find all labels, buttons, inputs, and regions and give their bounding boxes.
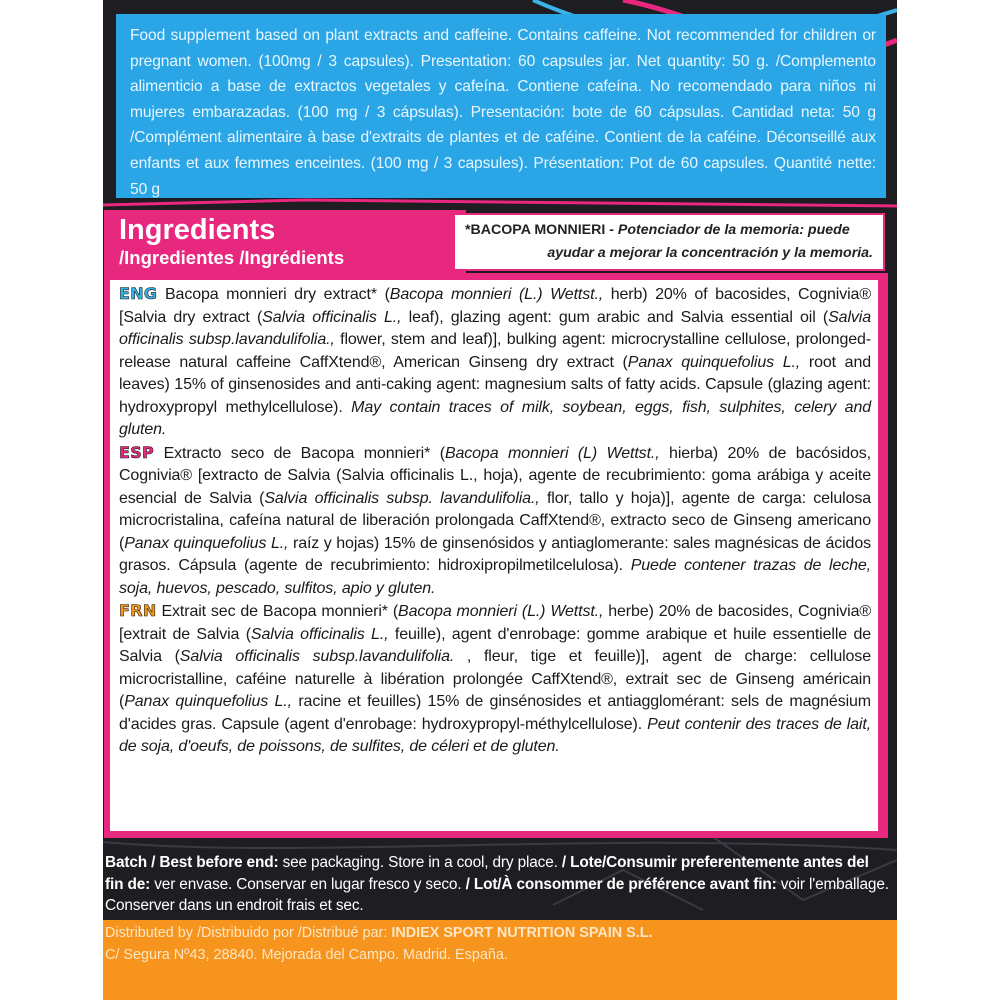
frn-text-3: feuille), agent d'enrobage: gomme arabique et huile essentielle de Salvia ( xyxy=(119,625,871,665)
esp-italic-1: Bacopa monnieri (L) Wettst., xyxy=(444,444,660,462)
product-label xyxy=(103,0,897,1000)
distributor-info xyxy=(105,922,889,966)
ingredients-subtitle: /Ingredientes /Ingrédients xyxy=(119,247,345,268)
eng-text-3: leaf), glazing agent: gum arabic and Salvia essential oil ( xyxy=(401,308,829,326)
description-text: Food supplement based on plant extracts and caffeine. Contains caffeine. Not recommended for children or pregnant women. (100mg / 3 capsules). Presentation: 60 capsules jar. Net quantity: 50 g. /Complemento alimenticio a base de extractos vegetales y cafeína. Contiene cafeína. No recomendado para niños ni mujeres embarazadas. (100 mg / 3 cápsulas). Presentación: bote de 60 cápsulas. Cantidad neta: 50 g /Complément alimentaire à base d'extraits de plantes et de caféine. Contient de la caféine. Déconseillé aux enfants et aux femmes enceintes. (100 mg / 3 capsules). Présentation: Pot de 60 capsules. Quantité nette: 50 g xyxy=(130,27,876,198)
lang-tag-esp: ESP xyxy=(119,442,155,462)
right-margin xyxy=(897,0,1000,1000)
frn-text-2: herbe) 20% de bacosides, Cognivia® [extrait de Salvia ( xyxy=(119,603,872,643)
eng-text-2: herb) 20% of bacosides, Cognivia® [Salvia dry extract ( xyxy=(119,286,872,326)
bacopa-note-text-1: - Potenciador de la memoria: puede xyxy=(605,222,850,238)
eng-italic-4: Panax quinquefolius L., xyxy=(627,353,801,371)
eng-text-1: Bacopa monnieri dry extract* ( xyxy=(157,286,390,303)
eng-italic-3: Salvia officinalis subsp.lavandulifolia., xyxy=(119,308,871,348)
esp-italic-3: Panax quinquefolius L., xyxy=(124,534,289,552)
lang-tag-eng: ENG xyxy=(119,284,158,303)
ingredients-text xyxy=(110,280,878,831)
eng-text-5: root and leaves) 15% of ginsenosides and anti-caking agent: magnesium salts of fatty acids. Capsule (glazing agent: hydroxypropyl methylcellulose). xyxy=(119,353,871,416)
bacopa-note-text-2: ayudar a mejorar la concentración y la memoria. xyxy=(547,245,873,261)
distributor-company: INDIEX SPORT NUTRITION SPAIN S.L. xyxy=(391,925,653,941)
frn-text-4: , fleur, tige et feuille)], agent de charge: cellulose microcristalline, caféine naturelle à libération prolongée CaffXtend®, extrait sec de Ginseng américain ( xyxy=(119,648,871,710)
batch-label-en: Batch / Best before end: xyxy=(105,854,279,871)
frn-italic-2: Salvia officinalis L., xyxy=(250,625,389,643)
esp-text-4: raíz y hojas) 15% de ginsenósidos y antiaglomerante: sales magnésicas de ácidos grasos. Cápsula (agente de recubrimiento: hidroxipropilmetilcelulosa). xyxy=(119,534,871,574)
frn-allergens: Peut contenir des traces de lait, de soja, d'oeufs, de poissons, de sulfites, de céleri et de gluten. xyxy=(119,715,871,755)
bacopa-note xyxy=(453,213,885,271)
eng-text-4: flower, stem and leaf)], bulking agent: microcrystalline cellulose, prolonged-release natural caffeine CaffXtend®, American Ginseng dry extract ( xyxy=(119,331,871,371)
batch-label-fr: / Lot/À consommer de préférence avant fin: xyxy=(465,875,777,893)
distributor-address: C/ Segura Nº43, 28840. Mejorada del Campo. Madrid. España. xyxy=(105,947,508,963)
eng-italic-2: Salvia officinalis L., xyxy=(262,308,402,326)
ingredients-english xyxy=(119,283,871,442)
ingredients-panel xyxy=(104,273,888,838)
batch-label-es: / Lote/Consumir preferentemente antes del fin de: xyxy=(105,854,869,893)
batch-text-fr: voir l'emballage. Conserver dans un endroit frais et sec. xyxy=(105,875,889,915)
frn-italic-4: Panax quinquefolius L., xyxy=(124,693,292,710)
esp-italic-2: Salvia officinalis subsp. lavandulifolia., xyxy=(264,489,540,507)
batch-text-es: ver envase. Conservar en lugar fresco y seco. xyxy=(150,875,466,893)
frn-italic-3: Salvia officinalis subsp.lavandulifolia. xyxy=(179,648,455,665)
batch-info xyxy=(105,852,889,917)
esp-text-3: flor, tallo y hoja)], agente de carga: celulosa microcristalina, cafeína natural de liberación prolongada CaffXtend®, extracto seco de Ginseng americano ( xyxy=(119,489,872,552)
esp-allergens: Puede contener trazas de leche, soja, huevos, pescado, sulfitos, apio y gluten. xyxy=(119,557,871,597)
frn-italic-1: Bacopa monnieri (L.) Wettst., xyxy=(398,603,604,620)
eng-allergens: May contain traces of milk, soybean, eggs, fish, sulphites, celery and gluten. xyxy=(119,398,872,438)
batch-text-en: see packaging. Store in a cool, dry place. xyxy=(278,854,562,871)
esp-text-1: Extracto seco de Bacopa monnieri* ( xyxy=(154,444,445,462)
bacopa-note-line-1 xyxy=(465,219,873,242)
ingredients-french xyxy=(119,600,871,759)
ingredients-spanish xyxy=(119,442,871,601)
product-description xyxy=(116,14,886,198)
lang-tag-frn: FRN xyxy=(119,601,157,620)
left-margin xyxy=(0,0,103,1000)
eng-italic-1: Bacopa monnieri (L.) Wettst., xyxy=(389,286,604,303)
ingredients-title: Ingredients xyxy=(119,214,276,246)
distributor-line-1 xyxy=(105,922,889,944)
distributor-prefix: Distributed by /Distribuido por /Distribué par: xyxy=(105,925,392,941)
frn-text-5: racine et feuilles) 15% de ginsénosides et antiagglomérant: sels de magnésium d'acides gras. Capsule (agent d'enrobage: hydroxypropyl-méthylcellulose). xyxy=(119,693,872,733)
esp-text-2: hierba) 20% de bacósidos, Cognivia® [extracto de Salvia (Salvia officinalis L., hoja), agente de recubrimiento: goma arábiga y aceite esencial de Salvia ( xyxy=(119,444,872,507)
frn-text-1: Extrait sec de Bacopa monnieri* ( xyxy=(156,603,399,620)
bacopa-note-label: *BACOPA MONNIERI xyxy=(465,222,606,238)
